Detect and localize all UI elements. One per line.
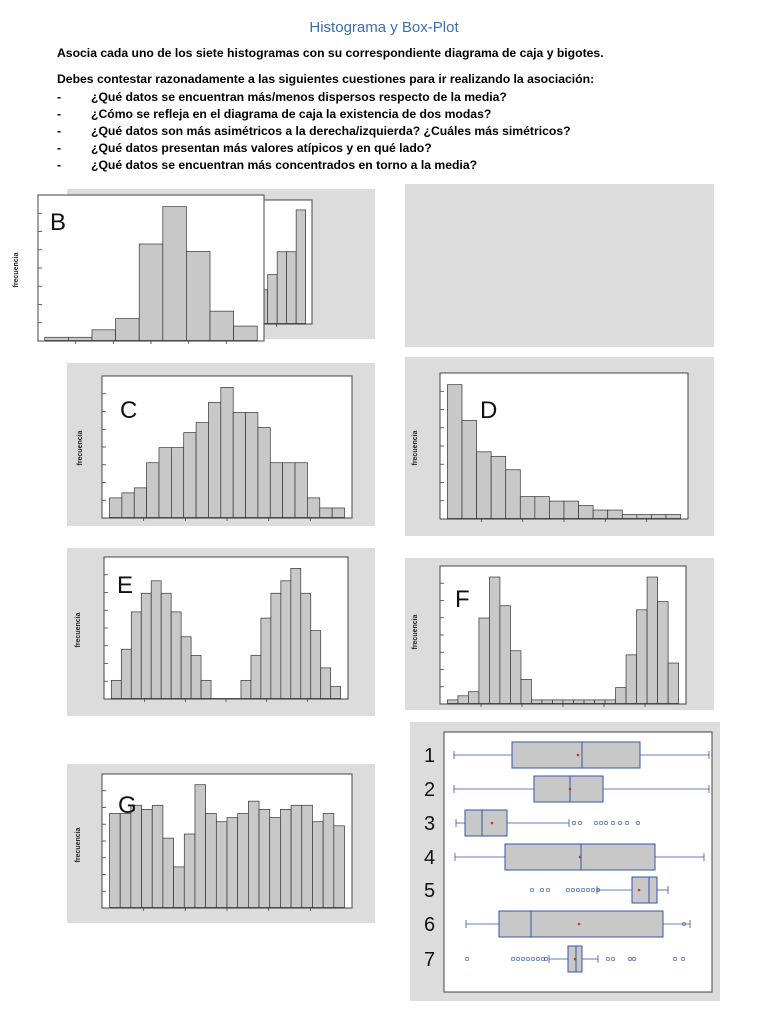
histogram-bar	[208, 402, 220, 518]
prompt-text: Debes contestar razonadamente a las siguientes cuestiones para ir realizando la asociación:	[57, 72, 595, 86]
histogram-label: E	[117, 572, 134, 599]
histogram-bar	[321, 668, 331, 699]
mean-marker	[574, 958, 577, 961]
histogram-bar	[637, 610, 648, 704]
histogram-bar	[608, 510, 623, 519]
question-text: ¿Cómo se refleja en el diagrama de caja la existencia de dos modas?	[91, 107, 492, 121]
question-text: ¿Qué datos son más asimétricos a la derecha/izquierda? ¿Cuáles más simétricos?	[91, 124, 571, 138]
histogram-bar	[626, 655, 637, 704]
y-axis-label: frecuencia	[412, 614, 419, 650]
histogram-bar	[593, 510, 608, 519]
histogram-bar	[270, 818, 281, 908]
histogram-bar	[174, 867, 185, 908]
histogram-bar	[233, 412, 245, 518]
histogram-bar	[334, 826, 345, 908]
histogram-bar	[616, 688, 627, 704]
histogram-bar	[171, 448, 183, 518]
boxplot-panel	[410, 722, 720, 1001]
histogram-bar	[221, 387, 233, 518]
histogram-panel-b	[13, 184, 714, 347]
histogram-bar	[216, 822, 227, 908]
histogram-bar	[281, 581, 291, 699]
histogram-bar	[268, 275, 277, 324]
box	[499, 911, 663, 937]
question-dash: -	[57, 124, 62, 138]
histogram-bar	[181, 637, 191, 699]
histogram-bar	[122, 493, 134, 518]
histogram-bar	[171, 612, 181, 699]
histogram-bar	[323, 813, 334, 908]
histogram-bar	[491, 456, 506, 519]
histogram-bar	[206, 813, 217, 908]
histogram-bar	[116, 319, 140, 341]
histogram-bar	[131, 612, 141, 699]
mean-marker	[579, 856, 582, 859]
histogram-bar	[139, 244, 163, 341]
histogram-bar	[283, 463, 295, 518]
histogram-bar	[564, 501, 579, 519]
histogram-bar	[506, 470, 521, 519]
histogram-bar	[184, 433, 196, 518]
histogram-bar	[668, 663, 679, 704]
question-text: ¿Qué datos presentan más valores atípicos y en qué lado?	[91, 141, 432, 155]
histogram-bar	[241, 680, 251, 699]
histogram-bar	[184, 834, 195, 908]
histogram-bar	[535, 497, 550, 519]
histogram-bar	[468, 692, 479, 704]
histogram-bar	[141, 593, 151, 699]
histogram-bar	[110, 813, 121, 908]
histogram-label: C	[120, 397, 138, 424]
histogram-bar	[291, 805, 302, 908]
page-title: Histograma y Box-Plot	[309, 19, 459, 36]
histogram-bar	[227, 818, 238, 908]
histogram-panel-e	[67, 548, 375, 716]
histogram-panel-f	[405, 558, 714, 710]
histogram-label: F	[455, 586, 470, 613]
histogram-panel-g	[67, 764, 375, 923]
histogram-bar	[271, 593, 281, 699]
boxplot-label: 1	[424, 745, 436, 767]
question-dash: -	[57, 141, 62, 155]
question-dash: -	[57, 90, 62, 104]
histogram-bar	[151, 581, 161, 699]
histogram-bar	[658, 602, 669, 704]
box	[632, 877, 657, 903]
histogram-bar	[131, 805, 142, 908]
histogram-bar	[520, 497, 535, 519]
y-axis-label: frecuencia	[13, 252, 20, 288]
histogram-bar	[161, 593, 171, 699]
mean-marker	[577, 754, 580, 757]
histogram-bar	[479, 618, 490, 704]
boxplot-label: 2	[424, 779, 436, 801]
histogram-bar	[163, 838, 174, 908]
histogram-bar	[302, 805, 313, 908]
histogram-bar	[196, 423, 208, 518]
histogram-bar	[270, 463, 282, 518]
histogram-bar	[234, 326, 258, 341]
question-text: ¿Qué datos se encuentran más concentrados en torno a la media?	[91, 158, 478, 172]
histogram-bar	[159, 448, 171, 518]
histogram-bar	[238, 813, 249, 908]
question-text: ¿Qué datos se encuentran más/menos dispersos respecto de la media?	[91, 90, 507, 104]
histogram-bar	[258, 428, 270, 518]
histogram-bar	[489, 577, 500, 704]
instruction-text: Asocia cada uno de los siete histogramas con su correspondiente diagrama de caja y bigotes.	[57, 46, 604, 60]
histogram-bar	[462, 420, 477, 519]
histogram-bar	[121, 649, 131, 699]
histogram-bar	[163, 207, 187, 341]
histogram-bar	[320, 508, 332, 518]
histogram-bar	[259, 809, 270, 908]
histogram-label: G	[118, 792, 137, 819]
histogram-bar	[92, 330, 116, 341]
mean-marker	[569, 788, 572, 791]
y-axis-label: frecuencia	[77, 430, 84, 466]
histogram-bar	[500, 606, 511, 704]
boxplot-label: 4	[424, 847, 436, 869]
box	[465, 810, 507, 836]
boxplot-label: 5	[424, 880, 436, 902]
y-axis-label: frecuencia	[412, 430, 419, 466]
box	[534, 776, 603, 802]
histogram-panel-c	[67, 363, 375, 526]
histogram-bar	[647, 577, 658, 704]
histogram-bar	[110, 498, 122, 518]
histogram-bar	[549, 501, 564, 519]
histogram-bar	[142, 809, 153, 908]
histogram-bar	[251, 655, 261, 699]
mean-marker	[638, 889, 641, 892]
histogram-bar	[248, 801, 259, 908]
histogram-bar	[111, 680, 121, 699]
question-dash: -	[57, 158, 62, 172]
boxplot-label: 7	[424, 949, 436, 971]
histogram-bar	[291, 568, 301, 699]
histogram-bar	[510, 651, 521, 704]
histogram-bar	[312, 822, 323, 908]
mean-marker	[491, 822, 494, 825]
histogram-bar	[195, 785, 206, 908]
histogram-bar	[477, 452, 492, 519]
histogram-bar	[134, 488, 146, 518]
y-axis-label: frecuencia	[75, 612, 82, 648]
boxplot-label: 3	[424, 813, 436, 835]
histogram-bar	[301, 593, 311, 699]
histogram-label: B	[50, 209, 67, 236]
histogram-bar	[307, 498, 319, 518]
histogram-bar	[191, 655, 201, 699]
histogram-bar	[295, 463, 307, 518]
histogram-bar	[152, 805, 163, 908]
histogram-bar	[287, 252, 296, 324]
histogram-bar	[447, 385, 462, 519]
histogram-bar	[458, 696, 469, 704]
histogram-label: D	[480, 397, 498, 424]
histogram-bar	[331, 687, 341, 699]
histogram-bar	[332, 508, 344, 518]
histogram-bar	[296, 210, 305, 324]
histogram-bar	[521, 679, 532, 704]
histogram-bar	[201, 680, 211, 699]
histogram-bar	[579, 506, 594, 519]
histogram-bar	[186, 251, 210, 341]
histogram-bar	[246, 412, 258, 518]
histogram-bar	[147, 463, 159, 518]
histogram-bar	[311, 631, 321, 699]
histogram-bar	[280, 809, 291, 908]
boxplot-label: 6	[424, 914, 436, 936]
histogram-bar	[277, 252, 286, 324]
mean-marker	[578, 923, 581, 926]
y-axis-label: frecuencia	[75, 827, 82, 863]
histogram-panel-d	[405, 357, 714, 536]
histogram-bar	[120, 813, 131, 908]
histogram-bar	[210, 311, 234, 341]
question-dash: -	[57, 107, 62, 121]
box	[512, 742, 640, 768]
histogram-bar	[261, 618, 271, 699]
